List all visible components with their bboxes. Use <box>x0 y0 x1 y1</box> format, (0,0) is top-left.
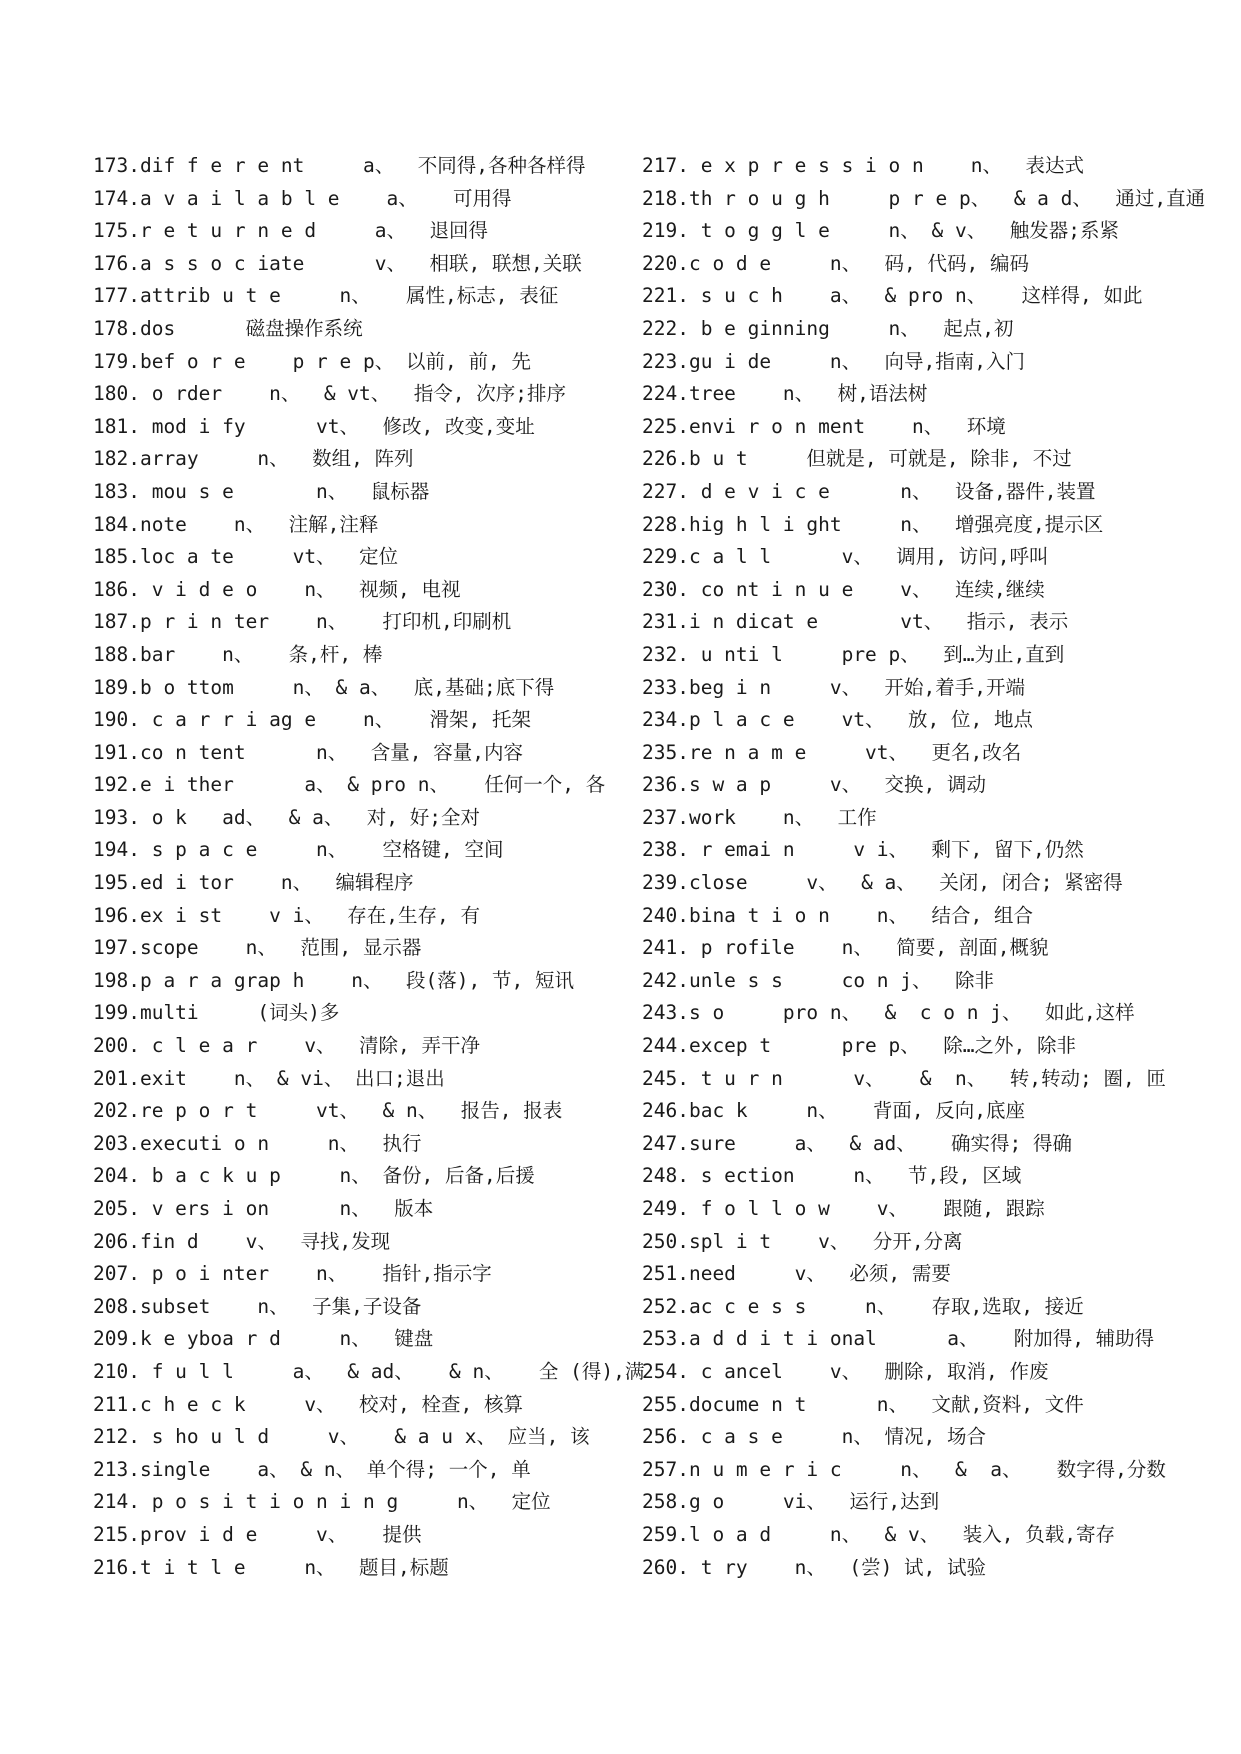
vocab-entry-243: 243.s o pro n、 & c o n j、 如此,这样 <box>642 1001 1135 1025</box>
vocab-entry-205: 205. v ers i on n、 版本 <box>93 1197 434 1220</box>
vocab-entry-225: 225.envi r o n ment n、 环境 <box>642 414 1006 438</box>
vocab-entry-200: 200. c l e a r v、 清除, 弄干净 <box>93 1034 481 1058</box>
vocab-entry-232: 232. u nti l pre p、 到…为止,直到 <box>642 642 1065 666</box>
vocab-entry-242: 242.unle s s co n j、 除非 <box>642 968 994 992</box>
vocab-entry-174: 174.a v a i l a b l e a、 可用得 <box>93 186 512 210</box>
vocab-entry-182: 182.array n、 数组, 阵列 <box>93 447 414 471</box>
vocab-entry-193: 193. o k ad、 & a、 对, 好;全对 <box>93 805 481 829</box>
vocab-entry-188: 188.bar n、 条,杆, 棒 <box>93 642 383 666</box>
vocab-entry-223: 223.gu i de n、 向导,指南,入门 <box>642 349 1026 373</box>
vocab-entry-252: 252.ac c e s s n、 存取,选取, 接近 <box>642 1294 1084 1318</box>
vocab-entry-215: 215.prov i d e v、 提供 <box>93 1522 422 1546</box>
vocab-entry-207: 207. p o i nter n、 指针,指示字 <box>93 1262 492 1286</box>
vocab-entry-240: 240.bina t i o n n、 结合, 组合 <box>642 903 1033 927</box>
vocab-entry-199: 199.multi (词头)多 <box>93 1001 340 1025</box>
vocab-entry-250: 250.spl i t v、 分开,分离 <box>642 1229 963 1253</box>
vocab-entry-185: 185.loc a te vt、 定位 <box>93 545 399 569</box>
vocab-entry-217: 217. e x p r e s s i o n n、 表达式 <box>642 154 1084 177</box>
vocab-entry-194: 194. s p a c e n、 空格键, 空间 <box>93 838 504 862</box>
vocab-entry-211: 211.c h e c k v、 校对, 栓查, 核算 <box>93 1392 523 1416</box>
vocab-entry-191: 191.co n tent n、 含量, 容量,内容 <box>93 740 523 764</box>
vocab-entry-236: 236.s w a p v、 交换, 调动 <box>642 773 987 797</box>
vocab-entry-238: 238. r emai n v i、 剩下, 留下,仍然 <box>642 838 1084 862</box>
vocab-entry-213: 213.single a、 & n、 单个得; 一个, 单 <box>93 1457 531 1481</box>
vocabulary-column-right <box>642 150 1206 1584</box>
vocab-entry-183: 183. mou s e n、 鼠标器 <box>93 479 430 503</box>
vocab-entry-254: 254. c ancel v、 删除, 取消, 作废 <box>642 1359 1049 1383</box>
vocab-entry-175: 175.r e t u r n e d a、 退回得 <box>93 219 488 243</box>
vocab-entry-173: 173.dif f e r e nt a、 不同得,各种各样得 <box>93 154 586 177</box>
vocab-entry-226: 226.b u t 但就是, 可就是, 除非, 不过 <box>642 447 1072 471</box>
vocab-entry-235: 235.re n a m e vt、 更名,改名 <box>642 740 1022 764</box>
vocab-entry-209: 209.k e yboa r d n、 键盘 <box>93 1327 434 1351</box>
vocab-entry-214: 214. p o s i t i o n i n g n、 定位 <box>93 1490 551 1514</box>
vocab-entry-227: 227. d e v i c e n、 设备,器件,装置 <box>642 479 1096 503</box>
vocab-entry-208: 208.subset n、 子集,子设备 <box>93 1294 422 1318</box>
vocab-entry-234: 234.p l a c e vt、 放, 位, 地点 <box>642 708 1033 732</box>
vocab-entry-186: 186. v i d e o n、 视频, 电视 <box>93 577 461 601</box>
vocab-entry-177: 177.attrib u t e n、 属性,标志, 表征 <box>93 284 559 308</box>
vocab-entry-196: 196.ex i st v i、 存在,生存, 有 <box>93 903 481 927</box>
vocab-entry-192: 192.e i ther a、 & pro n、 任何一个, 各 <box>93 773 606 797</box>
vocab-entry-219: 219. t o g g l e n、 & v、 触发器;系紧 <box>642 219 1119 243</box>
vocab-entry-231: 231.i n dicat e vt、 指示, 表示 <box>642 610 1069 634</box>
vocab-entry-181: 181. mod i fy vt、 修改, 改变,变址 <box>93 414 535 438</box>
vocab-entry-249: 249. f o l l o w v、 跟随, 跟踪 <box>642 1197 1045 1220</box>
vocab-entry-239: 239.close v、 & a、 关闭, 闭合; 紧密得 <box>642 871 1123 895</box>
vocab-entry-178: 178.dos 磁盘操作系统 <box>93 316 363 340</box>
vocab-entry-184: 184.note n、 注解,注释 <box>93 512 379 536</box>
vocab-entry-216: 216.t i t l e n、 题目,标题 <box>93 1555 449 1579</box>
vocab-entry-256: 256. c a s e n、 情况, 场合 <box>642 1425 987 1449</box>
vocab-entry-245: 245. t u r n v、 & n、 转,转动; 圈, 匝 <box>642 1066 1166 1090</box>
vocab-entry-259: 259.l o a d n、 & v、 装入, 负载,寄存 <box>642 1522 1115 1546</box>
vocab-entry-253: 253.a d d i t i onal a、 附加得, 辅助得 <box>642 1327 1155 1351</box>
vocab-entry-197: 197.scope n、 范围, 显示器 <box>93 936 422 960</box>
vocab-entry-221: 221. s u c h a、 & pro n、 这样得, 如此 <box>642 284 1143 308</box>
vocab-entry-202: 202.re p o r t vt、 & n、 报告, 报表 <box>93 1099 563 1123</box>
vocab-entry-220: 220.c o d e n、 码, 代码, 编码 <box>642 251 1030 275</box>
vocab-entry-224: 224.tree n、 树,语法树 <box>642 382 928 406</box>
vocab-entry-206: 206.fin d v、 寻找,发现 <box>93 1229 391 1253</box>
vocab-entry-218: 218.th r o u g h p r e p、 & a d、 通过,直通 <box>642 186 1206 210</box>
vocab-entry-187: 187.p r i n ter n、 打印机,印刷机 <box>93 610 512 634</box>
vocab-entry-176: 176.a s s o c iate v、 相联, 联想,关联 <box>93 251 582 275</box>
vocab-entry-230: 230. co nt i n u e v、 连续,继续 <box>642 577 1045 601</box>
vocab-entry-201: 201.exit n、 & vi、 出口;退出 <box>93 1066 445 1090</box>
vocab-entry-237: 237.work n、 工作 <box>642 805 877 829</box>
vocab-entry-189: 189.b o ttom n、 & a、 底,基础;底下得 <box>93 675 555 699</box>
vocab-entry-233: 233.beg i n v、 开始,着手,开端 <box>642 675 1026 699</box>
vocab-entry-246: 246.bac k n、 背面, 反向,底座 <box>642 1099 1026 1123</box>
vocab-entry-251: 251.need v、 必须, 需要 <box>642 1262 951 1286</box>
vocab-entry-198: 198.p a r a grap h n、 段(落), 节, 短讯 <box>93 968 574 992</box>
vocab-entry-222: 222. b e ginning n、 起点,初 <box>642 316 1014 340</box>
vocab-entry-203: 203.executi o n n、 执行 <box>93 1131 422 1155</box>
vocab-entry-212: 212. s ho u l d v、 & a u x、 应当, 该 <box>93 1425 590 1449</box>
vocab-entry-247: 247.sure a、 & ad、 确实得; 得确 <box>642 1131 1072 1155</box>
vocab-entry-260: 260. t ry n、 (尝) 试, 试验 <box>642 1555 987 1579</box>
vocab-entry-257: 257.n u m e r i c n、 & a、 数字得,分数 <box>642 1457 1166 1481</box>
vocab-entry-179: 179.bef o r e p r e p、 以前, 前, 先 <box>93 349 531 373</box>
vocab-entry-190: 190. c a r r i ag e n、 滑架, 托架 <box>93 708 531 732</box>
vocab-entry-255: 255.docume n t n、 文献,资料, 文件 <box>642 1392 1084 1416</box>
vocab-entry-204: 204. b a c k u p n、 备份, 后备,后援 <box>93 1164 535 1188</box>
vocab-entry-180: 180. o rder n、 & vt、 指令, 次序;排序 <box>93 382 566 406</box>
vocab-entry-228: 228.hig h l i ght n、 增强亮度,提示区 <box>642 512 1104 536</box>
vocab-entry-195: 195.ed i tor n、 编辑程序 <box>93 871 414 895</box>
vocab-entry-210: 210. f u l l a、 & ad、 & n、 全 (得),满 <box>93 1359 645 1383</box>
vocab-entry-241: 241. p rofile n、 简要, 剖面,概貌 <box>642 936 1049 960</box>
vocab-entry-229: 229.c a l l v、 调用, 访问,呼叫 <box>642 545 1049 569</box>
vocab-entry-244: 244.excep t pre p、 除…之外, 除非 <box>642 1034 1076 1058</box>
vocab-entry-258: 258.g o vi、 运行,达到 <box>642 1490 940 1514</box>
vocabulary-column-left <box>93 150 645 1584</box>
vocab-entry-248: 248. s ection n、 节,段, 区域 <box>642 1164 1022 1188</box>
